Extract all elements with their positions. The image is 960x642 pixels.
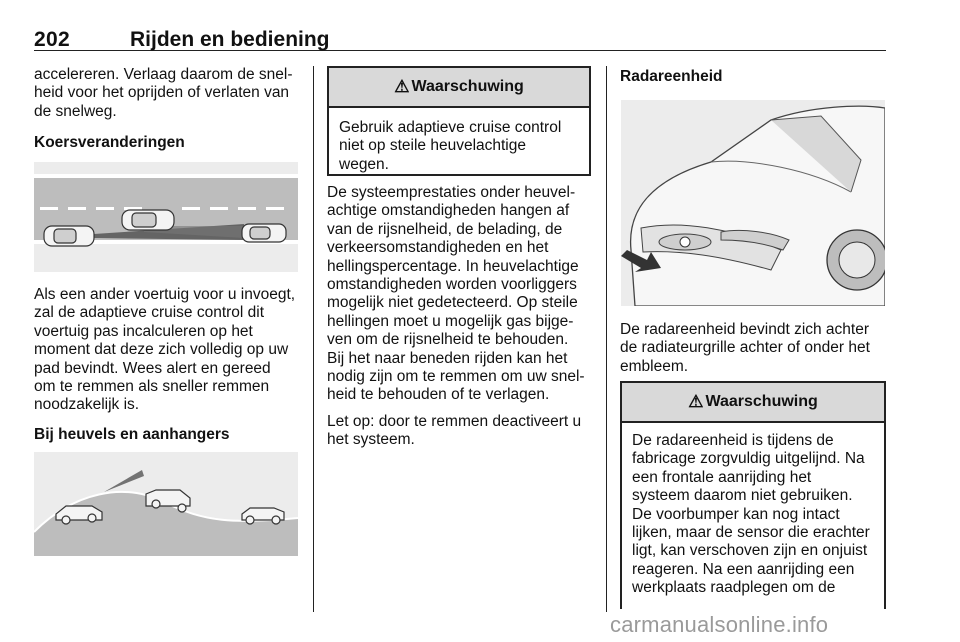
warning-header bbox=[329, 68, 589, 108]
column-divider-left bbox=[313, 66, 314, 612]
radar-car-illustration bbox=[621, 100, 885, 306]
body-line: mogelijk niet gedetecteerd. Op steile bbox=[327, 294, 578, 312]
warning-line: De radareenheid is tijdens de bbox=[632, 432, 834, 449]
warning-line: een frontale aanrijding het bbox=[632, 468, 812, 486]
lane-change-line: om te remmen als sneller remmen bbox=[34, 378, 270, 396]
left-column bbox=[34, 66, 304, 153]
lane-change-line: moment dat deze zich volledig op uw bbox=[34, 341, 289, 359]
warning-body bbox=[329, 108, 589, 174]
warning-body bbox=[622, 423, 884, 598]
warning-line: ligt, kan verschoven zijn en onjuist bbox=[632, 542, 868, 560]
lane-change-line: pad bevindt. Wees alert en gereed bbox=[34, 359, 271, 377]
warning-line: reageren. Na een aanrijding een bbox=[632, 560, 855, 578]
lane-change-illustration bbox=[34, 162, 298, 272]
body-line: hellingen moet u mogelijk gas bijge- bbox=[327, 312, 574, 330]
lane-change-line: Als een ander voertuig voor u invoegt, bbox=[34, 286, 296, 303]
intro-line: heid voor het oprijden of verlaten van bbox=[34, 84, 290, 102]
warning-box-radar bbox=[620, 381, 886, 609]
warning-line: fabricage zorgvuldig uitgelijnd. Na bbox=[632, 450, 865, 468]
body-line: ven om de rijsnelheid te behouden. bbox=[327, 331, 569, 349]
warning-line: wegen. bbox=[339, 155, 389, 173]
body-line: De radareenheid bevindt zich achter bbox=[620, 321, 870, 338]
warning-header bbox=[622, 383, 884, 423]
column-divider-right bbox=[606, 66, 607, 612]
radar-car-drawing bbox=[621, 100, 885, 306]
hills-drawing bbox=[34, 452, 298, 556]
lane-change-text bbox=[34, 286, 304, 444]
warning-line: niet op steile heuvelachtige bbox=[339, 137, 526, 155]
body-line: Bij het naar beneden rijden kan het bbox=[327, 349, 568, 367]
hills-heading: Bij heuvels en aanhangers bbox=[34, 425, 230, 443]
body-line: heid te behouden of te verlagen. bbox=[327, 386, 550, 404]
middle-column-text bbox=[327, 184, 599, 450]
warning-triangle-icon: ⚠ bbox=[394, 77, 410, 96]
warning-line: De voorbumper kan nog intact bbox=[632, 505, 840, 523]
body-line: van de rijsnelheid, de belading, de bbox=[327, 220, 563, 238]
intro-line: de snelweg. bbox=[34, 102, 117, 120]
lane-change-heading: Koersveranderingen bbox=[34, 134, 185, 152]
body-line: omstandigheden worden voorliggers bbox=[327, 276, 577, 294]
page-number: 202 bbox=[34, 28, 70, 51]
body-line: nodig zijn om te remmen om uw snel- bbox=[327, 368, 585, 386]
watermark: carmanualsonline.info bbox=[610, 612, 829, 637]
warning-line: Gebruik adaptieve cruise control bbox=[339, 119, 562, 136]
warning-title: Waarschuwing bbox=[411, 78, 524, 95]
warning-line: werkplaats raadplegen om de bbox=[632, 579, 836, 597]
body-line: embleem. bbox=[620, 357, 689, 375]
body-line: hellingspercentage. In heuvelachtige bbox=[327, 257, 579, 275]
radar-heading: Radareenheid bbox=[620, 68, 723, 85]
body-line: de radiateurgrille achter of onder het bbox=[620, 339, 870, 357]
chapter-title: Rijden en bediening bbox=[130, 28, 330, 51]
warning-line: lijken, maar de sensor die erachter bbox=[632, 524, 870, 542]
body-line: achtige omstandigheden hangen af bbox=[327, 202, 570, 220]
intro-line: accelereren. Verlaag daarom de snel- bbox=[34, 66, 293, 83]
warning-box-cruise bbox=[327, 66, 591, 176]
lane-change-line: voertuig pas incalculeren op het bbox=[34, 322, 253, 340]
body-line: het systeem. bbox=[327, 431, 415, 449]
page-header bbox=[34, 26, 886, 51]
lane-change-line: zal de adaptieve cruise control dit bbox=[34, 304, 265, 322]
warning-line: systeem daarom niet gebruiken. bbox=[632, 487, 853, 505]
lane-change-line: noodzakelijk is. bbox=[34, 396, 140, 414]
hills-illustration bbox=[34, 452, 298, 556]
right-column bbox=[620, 66, 886, 86]
body-line: Let op: door te remmen deactiveert u bbox=[327, 412, 582, 430]
body-line: verkeersomstandigheden en het bbox=[327, 239, 549, 257]
lane-change-drawing bbox=[34, 162, 298, 272]
warning-title: Waarschuwing bbox=[705, 393, 818, 410]
radar-text bbox=[620, 321, 886, 376]
warning-triangle-icon: ⚠ bbox=[688, 392, 704, 411]
body-line: De systeemprestaties onder heuvel- bbox=[327, 184, 576, 201]
